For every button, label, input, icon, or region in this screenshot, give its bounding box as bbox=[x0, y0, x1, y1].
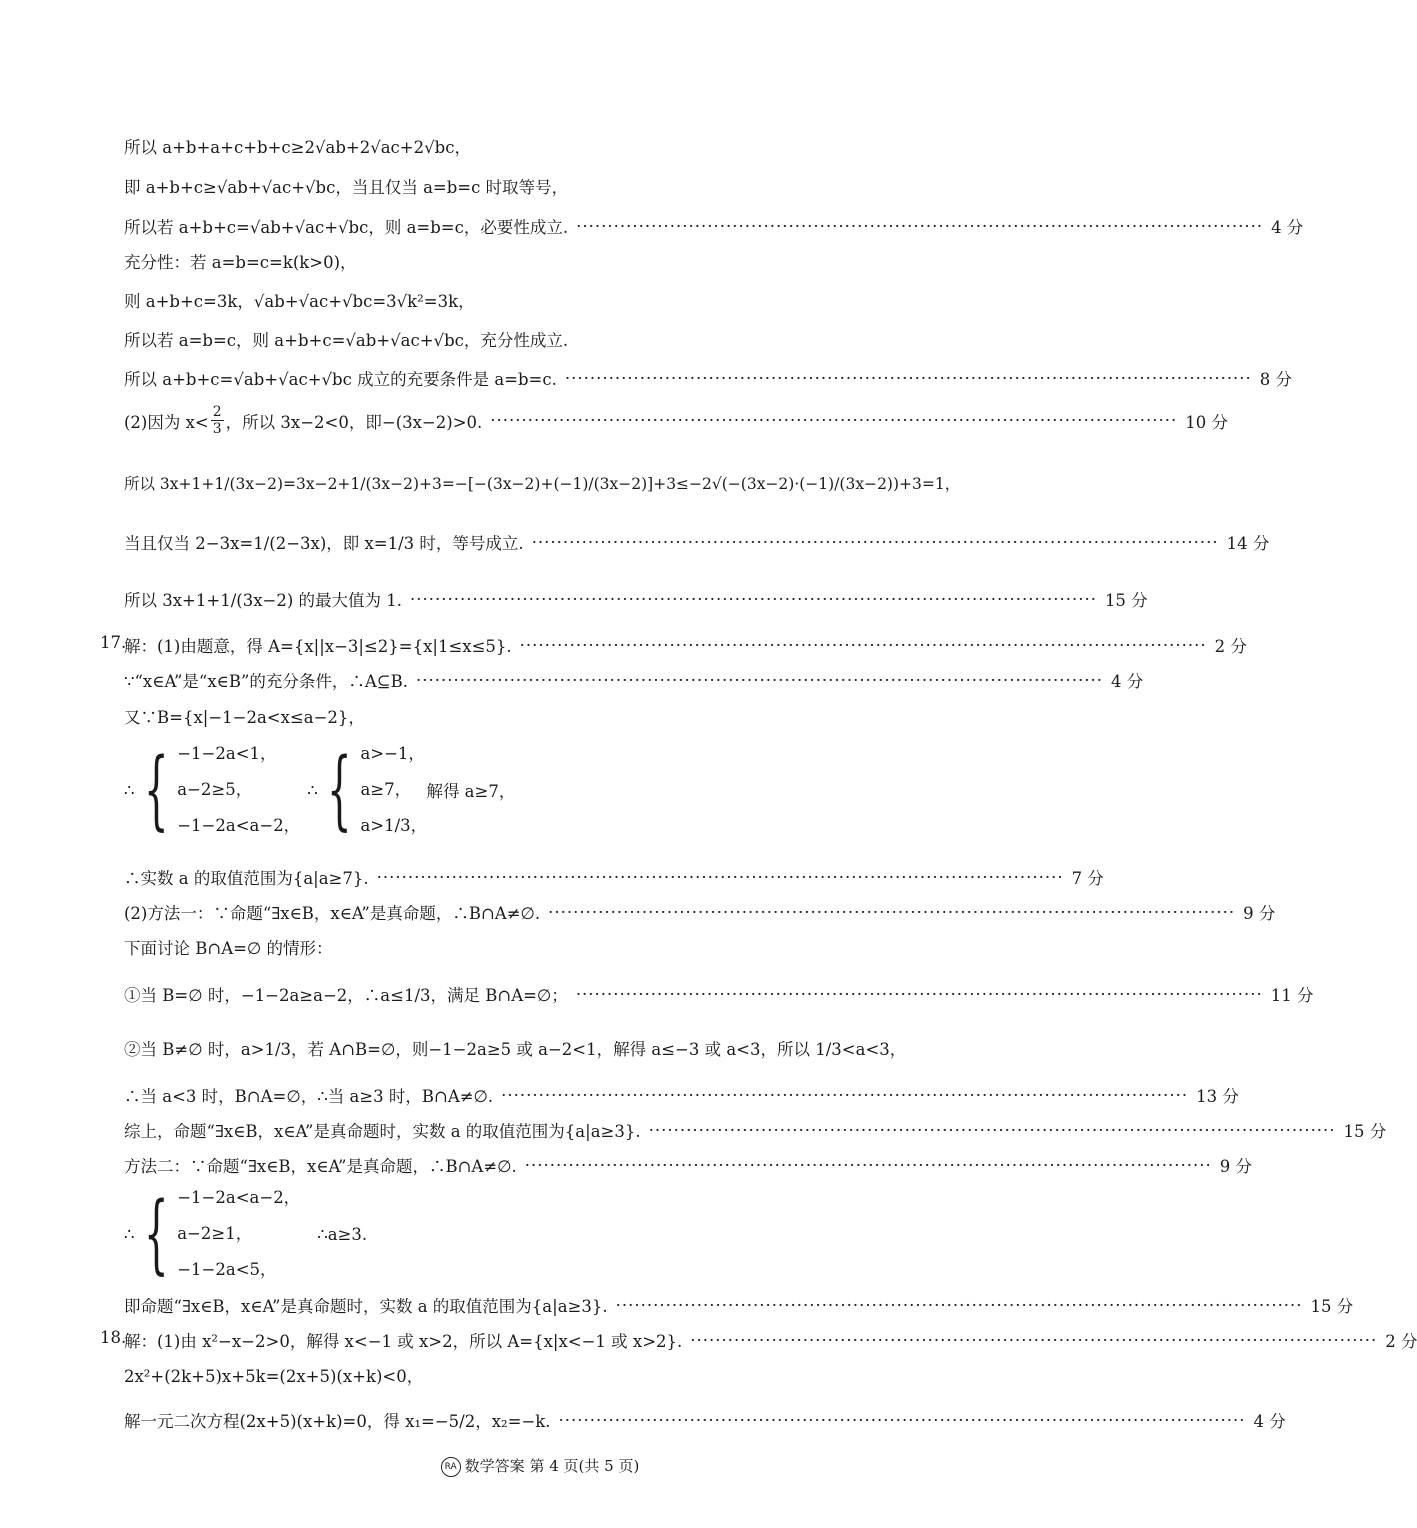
text-line: 所以 a+b+c=√ab+√ac+√bc 成立的充要条件是 a=b=c. ·············································································································· 8 分 bbox=[124, 366, 980, 390]
leader-dots: ·············································································································· bbox=[690, 1330, 1378, 1350]
text-line: 即命题“∃x∈B，x∈A”是真命题时，实数 a 的取值范围为{a|a≥3}. ·············································································································· 15 分 bbox=[124, 1293, 980, 1317]
text-line: (2)因为 x< $\frac{2}{3}$ ，所以 3x−2<0，即−(3x−2)>0. ·············································································································· 10 分 bbox=[124, 404, 1228, 437]
brace: { bbox=[326, 740, 352, 840]
text-line: 方法二：∵命题“∃x∈B，x∈A”是真命题，∴B∩A≠∅. ·············································································································· 9 分 bbox=[124, 1153, 980, 1177]
score: 13 分 bbox=[1196, 1087, 1239, 1106]
leader-dots: ·············································································································· bbox=[558, 1410, 1246, 1430]
page-footer bbox=[0, 1455, 1080, 1477]
leader-dots: ·············································································································· bbox=[501, 1085, 1189, 1105]
text-line: ②当 B≠∅ 时，a>1/3，若 A∩B=∅，则−1−2a≥5 或 a−2<1，解得 a≤−3 或 a<3，所以 1/3<a<3， bbox=[124, 1040, 907, 1059]
leader-dots: ·············································································································· bbox=[576, 216, 1264, 236]
score: 4 分 bbox=[1253, 1412, 1286, 1431]
score: 2 分 bbox=[1385, 1332, 1417, 1351]
question-number: 18. bbox=[100, 1328, 127, 1347]
score: 15 分 bbox=[1310, 1297, 1354, 1316]
fraction: $\frac{2}{3}$ bbox=[212, 404, 222, 437]
leader-dots: ·············································································································· bbox=[531, 532, 1219, 552]
text-line: 当且仅当 2−3x=1/(2−3x)，即 x=1/3 时，等号成立. ·············································································································· 14 分 bbox=[124, 530, 980, 554]
score: 11 分 bbox=[1270, 986, 1314, 1005]
leader-dots: ·············································································································· bbox=[410, 589, 1097, 609]
text-line: 所以若 a+b+c=√ab+√ac+√bc，则 a=b=c，必要性成立. ·············································································································· 4 分 bbox=[124, 214, 980, 238]
leader-dots: ·············································································································· bbox=[519, 635, 1207, 655]
leader-dots: ·············································································································· bbox=[490, 411, 1178, 430]
text-line: 则 a+b+c=3k，√ab+√ac+√bc=3√k²=3k， bbox=[124, 292, 475, 311]
leader-dots: ·············································································································· bbox=[564, 368, 1252, 388]
text-line: 解：(1)由 x²−x−2>0，解得 x<−1 或 x>2，所以 A={x|x<−1 或 x>2}. ·············································································································· 2 分 bbox=[124, 1328, 980, 1352]
text-line: 解：(1)由题意，得 A={x||x−3|≤2}={x|1≤x≤5}. ·············································································································· 2 分 bbox=[124, 633, 980, 657]
text-line: 所以 3x+1+1/(3x−2) 的最大值为 1. ·············································································································· 15 分 bbox=[124, 587, 980, 611]
leader-dots: ·············································································································· bbox=[615, 1295, 1303, 1315]
text-line: (2)方法一：∵命题“∃x∈B，x∈A”是真命题，∴B∩A≠∅. ·············································································································· 9 分 bbox=[124, 900, 980, 924]
text-line: 所以 3x+1+1/(3x−2)=3x−2+1/(3x−2)+3=−[−(3x−2)+(−1)/(3x−2)]+3≤−2√(−(3x−2)·(−1)/(3x−2))+3=1， bbox=[124, 475, 961, 493]
brace: { bbox=[143, 740, 169, 840]
footer-text: 数学答案 第 4 页(共 5 页) bbox=[464, 1457, 640, 1475]
text-line: 所以 a+b+a+c+b+c≥2√ab+2√ac+2√bc， bbox=[124, 138, 471, 157]
question-number: 17. bbox=[100, 633, 127, 652]
equation-system: ∴ { −1−2a<1， a−2≥5， −1−2a<a−2， ∴ { a>−1， a≥7， a>1/3， 解得 a≥7， bbox=[124, 740, 516, 840]
text-line: ∴当 a<3 时，B∩A=∅，∴当 a≥3 时，B∩A≠∅. ·············································································································· 13 分 bbox=[124, 1083, 980, 1107]
score: 14 分 bbox=[1226, 534, 1270, 553]
brace: { bbox=[143, 1184, 169, 1284]
leader-dots: ·············································································································· bbox=[648, 1120, 1336, 1140]
score: 15 分 bbox=[1343, 1122, 1387, 1141]
text-line: 下面讨论 B∩A=∅ 的情形： bbox=[124, 939, 333, 958]
score: 7 分 bbox=[1071, 869, 1104, 888]
text-line: 充分性：若 a=b=c=k(k>0)， bbox=[124, 253, 357, 272]
score: 8 分 bbox=[1259, 370, 1293, 389]
score: 9 分 bbox=[1219, 1157, 1252, 1176]
score: 2 分 bbox=[1214, 637, 1247, 656]
text-line: ∵“x∈A”是“x∈B”的充分条件，∴A⊆B. ·············································································································· 4 分 bbox=[124, 668, 980, 692]
text-line: 解一元二次方程(2x+5)(x+k)=0，得 x₁=−5/2，x₂=−k. ·············································································································· 4 分 bbox=[124, 1408, 980, 1432]
score: 9 分 bbox=[1243, 904, 1276, 923]
text-line: 综上，命题“∃x∈B，x∈A”是真命题时，实数 a 的取值范围为{a|a≥3}. ·············································································································· 15 分 bbox=[124, 1118, 980, 1142]
text-line: 又∵B={x|−1−2a<x≤a−2}， bbox=[124, 708, 365, 727]
text-line: ①当 B=∅ 时，−1−2a≥a−2，∴a≤1/3，满足 B∩A=∅； ·············································································································· 11 分 bbox=[124, 982, 980, 1006]
leader-dots: ·············································································································· bbox=[575, 984, 1263, 1004]
score: 10 分 bbox=[1185, 412, 1228, 432]
leader-dots: ·············································································································· bbox=[376, 867, 1064, 887]
text-line: 2x²+(2k+5)x+5k=(2x+5)(x+k)<0， bbox=[124, 1367, 424, 1386]
leader-dots: ·············································································································· bbox=[416, 670, 1103, 690]
score: 4 分 bbox=[1271, 218, 1304, 237]
equation-system: ∴ { −1−2a<a−2， a−2≥1， −1−2a<5， ∴a≥3. bbox=[124, 1184, 368, 1284]
score: 4 分 bbox=[1110, 672, 1144, 691]
text-line: ∴实数 a 的取值范围为{a|a≥7}. ·············································································································· 7 分 bbox=[124, 865, 980, 889]
text-line: 所以若 a=b=c，则 a+b+c=√ab+√ac+√bc，充分性成立. bbox=[124, 331, 569, 350]
leader-dots: ·············································································································· bbox=[548, 902, 1236, 922]
ra-logo-icon: RA bbox=[441, 1457, 461, 1477]
score: 15 分 bbox=[1104, 591, 1148, 610]
leader-dots: ·············································································································· bbox=[524, 1155, 1212, 1175]
text-line: 即 a+b+c≥√ab+√ac+√bc，当且仅当 a=b=c 时取等号， bbox=[124, 178, 569, 197]
